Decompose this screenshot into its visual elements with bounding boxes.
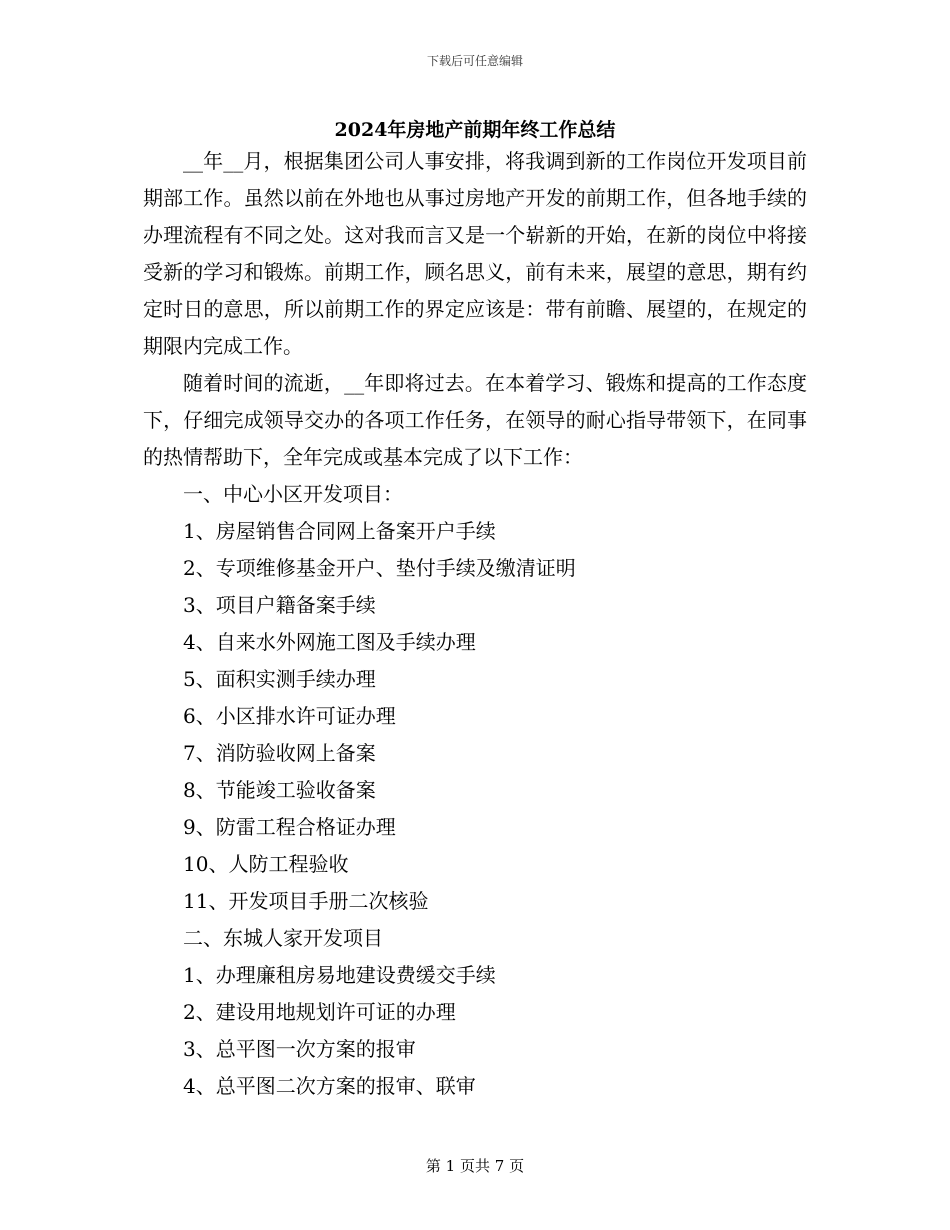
header-note: 下载后可任意编辑 xyxy=(426,54,523,68)
list-item: 2、专项维修基金开户、垫付手续及缴清证明 xyxy=(183,556,576,580)
document-body xyxy=(143,143,807,1105)
document-title: 2024年房地产前期年终工作总结 xyxy=(334,119,616,141)
list-item: 10、人防工程验收 xyxy=(183,852,349,876)
list-item: 9、防雷工程合格证办理 xyxy=(183,815,396,839)
list-item: 11、开发项目手册二次核验 xyxy=(183,889,429,913)
paragraph: 随着时间的流逝，__年即将过去。在本着学习、锻炼和提高的工作态度下，仔细完成领导交办的各项工作任务，在领导的耐心指导带领下，在同事的热情帮助下，全年完成或基本完成了以下工作： xyxy=(143,371,807,469)
list-item: 1、房屋销售合同网上备案开户手续 xyxy=(183,519,496,543)
list-item: 1、办理廉租房易地建设费缓交手续 xyxy=(183,963,496,987)
section-heading: 二、东城人家开发项目 xyxy=(183,926,383,950)
list-item: 7、消防验收网上备案 xyxy=(183,741,376,765)
list-item: 4、总平图二次方案的报审、联审 xyxy=(183,1074,476,1098)
list-item: 3、总平图一次方案的报审 xyxy=(183,1037,416,1061)
list-item: 2、建设用地规划许可证的办理 xyxy=(183,1000,456,1024)
section-heading: 一、中心小区开发项目： xyxy=(183,482,403,506)
page-number: 第 1 页共 7 页 xyxy=(425,1157,525,1175)
paragraph: __年__月，根据集团公司人事安排，将我调到新的工作岗位开发项目前期部工作。虽然以前在外地也从事过房地产开发的前期工作，但各地手续的办理流程有不同之处。这对我而言又是一个崭新的开始，在新的岗位中将接受新的学习和锻炼。前期工作，顾名思义，前有未来，展望的意思，期有约定时日的意思，所以前期工作的界定应该是：带有前瞻、展望的，在规定的期限内完成工作。 xyxy=(143,149,807,358)
list-item: 5、面积实测手续办理 xyxy=(183,667,376,691)
list-item: 3、项目户籍备案手续 xyxy=(183,593,376,617)
list-item: 6、小区排水许可证办理 xyxy=(183,704,396,728)
list-item: 4、自来水外网施工图及手续办理 xyxy=(183,630,476,654)
list-item: 8、节能竣工验收备案 xyxy=(183,778,376,802)
